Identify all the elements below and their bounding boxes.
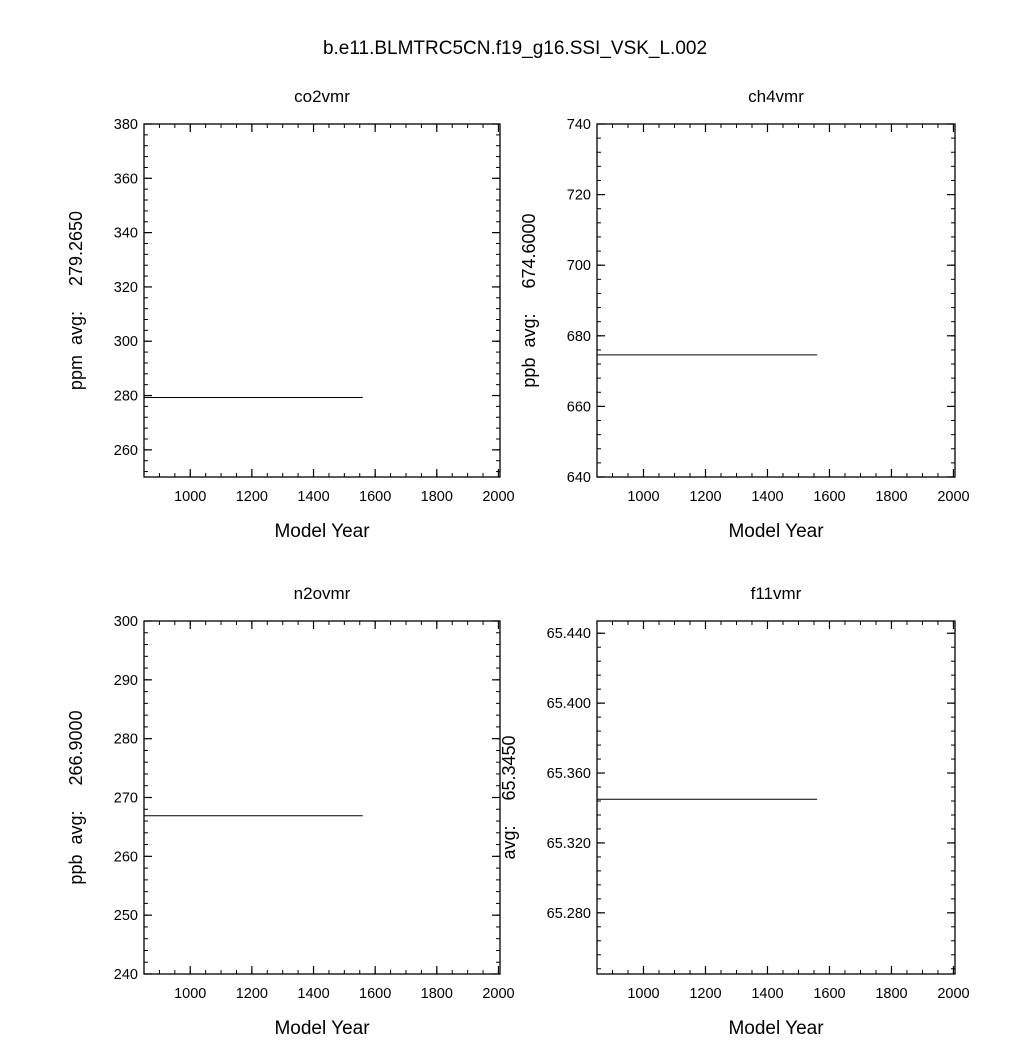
plot-frame-2: [144, 621, 500, 974]
y-tick-label: 700: [566, 258, 591, 275]
y-tick-label: 260: [113, 442, 138, 459]
y-tick-label: 340: [113, 225, 138, 242]
panel-title: co2vmr: [294, 87, 350, 106]
x-tick-label: 1000: [627, 489, 660, 505]
y-tick-label: 240: [113, 967, 138, 983]
panel-title: n2ovmr: [293, 584, 351, 603]
x-axis-label: Model Year: [728, 1018, 824, 1039]
y-axis-label: ppb avg: 674.6000: [519, 213, 539, 388]
y-axis-label: ppm avg: 279.2650: [66, 210, 86, 391]
x-axis-label: Model Year: [274, 1018, 370, 1039]
x-tick-label: 1800: [420, 986, 453, 1002]
y-tick-label: 320: [113, 279, 138, 296]
x-tick-label: 1400: [751, 986, 784, 1002]
x-tick-label: 1600: [359, 489, 392, 505]
plot-frame-0: [144, 124, 500, 477]
y-tick-label: 300: [113, 334, 138, 351]
x-tick-label: 1000: [627, 986, 660, 1002]
x-tick-label: 1400: [297, 489, 330, 505]
y-tick-label: 270: [113, 790, 138, 807]
x-tick-label: 1800: [420, 489, 453, 505]
x-tick-label: 1000: [174, 986, 207, 1002]
x-tick-label: 1800: [875, 986, 908, 1002]
y-tick-label: 65.440: [546, 626, 591, 643]
x-tick-label: 1000: [174, 489, 207, 505]
y-tick-label: 640: [566, 470, 591, 486]
x-tick-label: 1200: [689, 489, 722, 505]
y-tick-label: 65.400: [546, 696, 591, 713]
y-tick-label: 65.280: [546, 905, 591, 922]
y-tick-label: 680: [566, 328, 591, 345]
x-tick-label: 1400: [297, 986, 330, 1002]
x-tick-label: 2000: [937, 986, 970, 1002]
x-tick-label: 1600: [813, 489, 846, 505]
y-tick-label: 720: [566, 187, 591, 204]
x-tick-label: 1800: [875, 489, 908, 505]
y-tick-label: 260: [113, 849, 138, 866]
panel-title: ch4vmr: [748, 87, 804, 106]
x-tick-label: 1200: [235, 986, 269, 1002]
y-axis-label: avg: 65.3450: [499, 735, 519, 860]
y-tick-label: 65.320: [546, 835, 591, 852]
x-axis-label: Model Year: [728, 521, 824, 542]
x-tick-label: 1200: [689, 986, 722, 1002]
x-tick-label: 1200: [235, 489, 269, 505]
x-tick-label: 1400: [751, 489, 784, 505]
y-tick-label: 300: [113, 614, 138, 630]
x-axis-label: Model Year: [274, 521, 370, 542]
x-tick-label: 1600: [813, 986, 846, 1002]
y-tick-label: 280: [113, 731, 138, 748]
plot-frame-3: [597, 621, 955, 974]
y-tick-label: 250: [113, 908, 138, 925]
y-tick-label: 280: [113, 388, 138, 405]
y-tick-label: 360: [113, 171, 138, 188]
y-tick-label: 290: [113, 672, 138, 689]
y-tick-label: 740: [566, 117, 591, 133]
x-tick-label: 2000: [937, 489, 970, 505]
plot-frame-1: [597, 124, 955, 477]
x-tick-label: 1600: [359, 986, 392, 1002]
y-tick-label: 65.360: [546, 766, 591, 783]
y-tick-label: 660: [566, 399, 591, 416]
y-tick-label: 380: [113, 117, 138, 133]
figure-title: b.e11.BLMTRC5CN.f19_g16.SSI_VSK_L.002: [322, 38, 708, 59]
y-axis-label: ppb avg: 266.9000: [66, 710, 86, 885]
x-tick-label: 2000: [482, 489, 515, 505]
panel-title: f11vmr: [750, 584, 802, 603]
x-tick-label: 2000: [482, 986, 515, 1002]
